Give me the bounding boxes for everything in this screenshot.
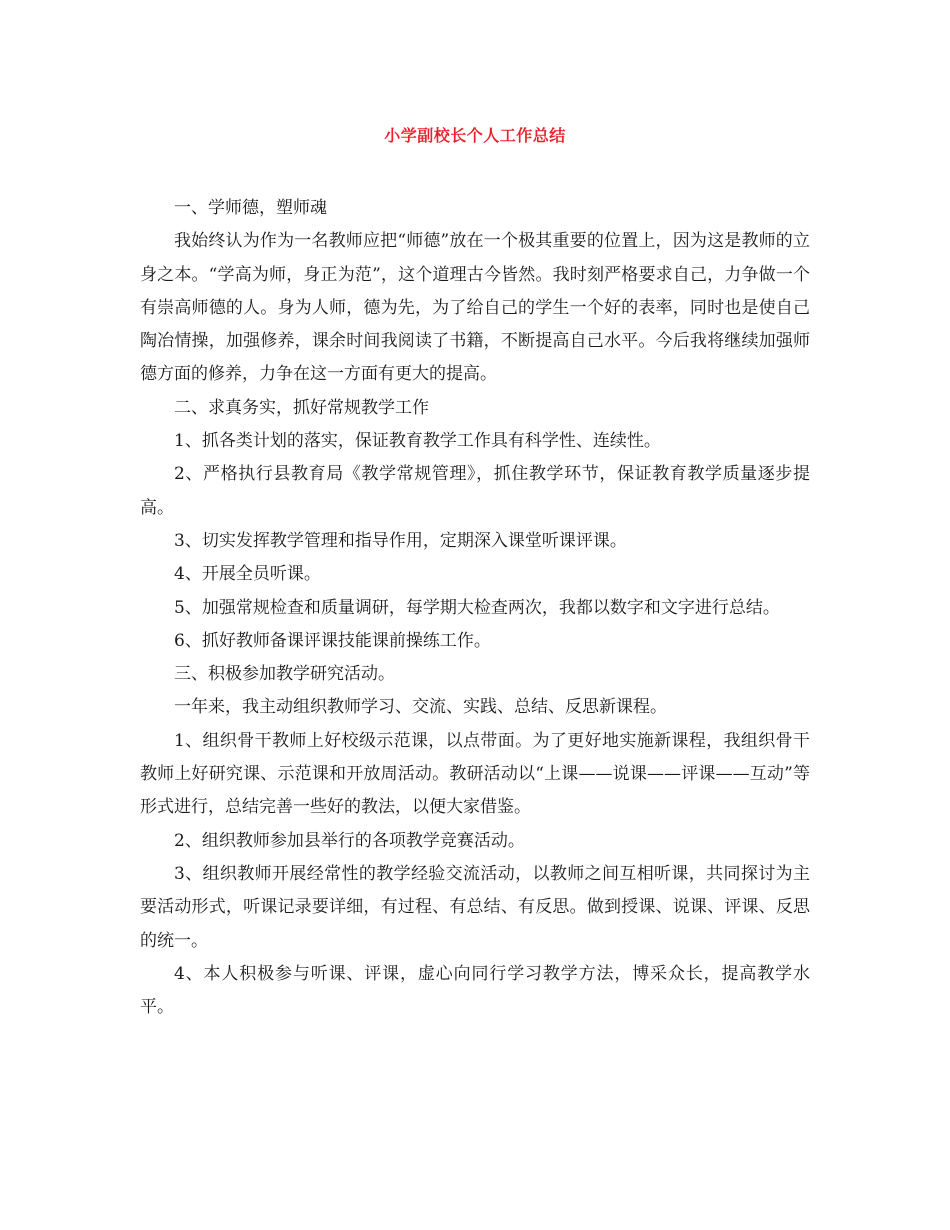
paragraph-teacher-ethics: 我始终认为作为一名教师应把“师德”放在一个极其重要的位置上，因为这是教师的立身之本。“学高为师，身正为范”，这个道理古今皆然。我时刻严格要求自己，力争做一个有崇高师德的人。身为人师，德为先，为了给自己的学生一个好的表率，同时也是使自己陶冶情操，加强修养，课余时间我阅读了书籍，不断提高自己水平。今后我将继续加强师德方面的修养，力争在这一方面有更大的提高。 [140, 231, 810, 385]
list-item: 4、开展全员听课。 [174, 564, 321, 585]
list-item: 6、抓好教师备课评课技能课前操练工作。 [174, 630, 491, 651]
list-item: 5、加强常规检查和质量调研，每学期大检查两次，我都以数字和文字进行总结。 [174, 597, 780, 618]
document-title: 小学副校长个人工作总结 [384, 126, 566, 145]
list-item: 1、抓各类计划的落实，保证教育教学工作具有科学性、连续性。 [174, 431, 661, 452]
list-item: 1、组织骨干教师上好校级示范课，以点带面。为了更好地实施新课程，我组织骨干教师上好研究课、示范课和开放周活动。教研活动以“上课——说课——评课——互动”等形式进行，总结完善一些好的教法，以便大家借鉴。 [140, 730, 810, 818]
paragraph-research-intro: 一年来，我主动组织教师学习、交流、实践、总结、反思新课程。 [174, 697, 667, 718]
list-item: 2、组织教师参加县举行的各项教学竞赛活动。 [174, 830, 525, 851]
list-item: 4、本人积极参与听课、评课，虚心向同行学习教学方法，博采众长，提高教学水平。 [140, 963, 810, 1018]
section-heading-3: 三、积极参加教学研究活动。 [174, 664, 395, 685]
list-item: 2、严格执行县教育局《教学常规管理》，抓住教学环节，保证教育教学质量逐步提高。 [140, 464, 810, 518]
section-heading-1: 一、学师德，塑师魂 [174, 198, 327, 218]
section-heading-2: 二、求真务实，抓好常规教学工作 [174, 397, 429, 418]
list-item: 3、切实发挥教学管理和指导作用，定期深入课堂听课评课。 [174, 530, 627, 551]
list-item: 3、组织教师开展经常性的教学经验交流活动，以教师之间互相听课，共同探讨为主要活动形式，听课记录要详细，有过程、有总结、有反思。做到授课、说课、评课、反思的统一。 [140, 863, 810, 951]
document-body [140, 192, 810, 1024]
